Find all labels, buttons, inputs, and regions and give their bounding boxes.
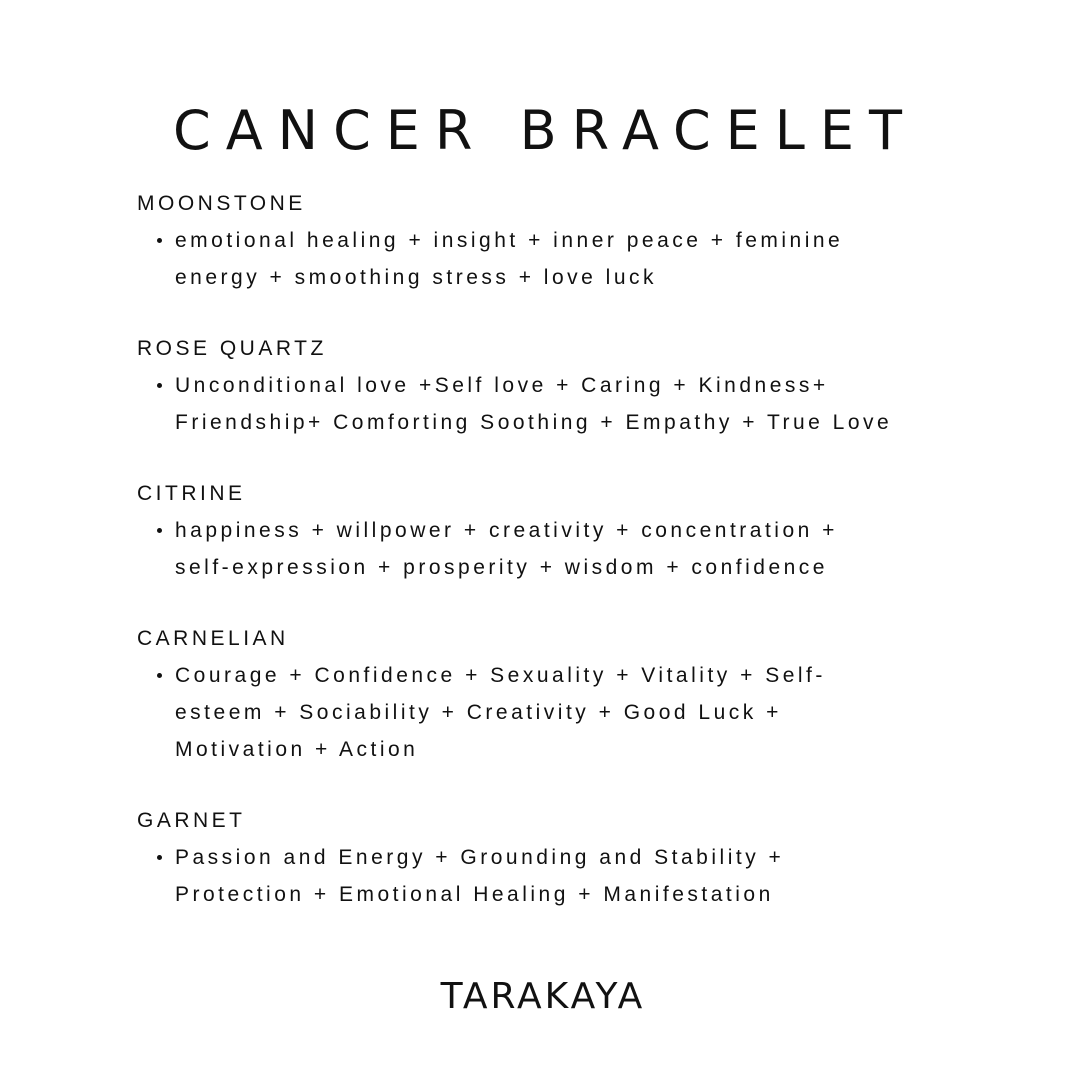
brand-logo-text: TARAKAYA: [440, 976, 646, 1017]
page-title: CANCER BRACELET: [173, 99, 917, 162]
property-text: happiness + willpower + creativity + concentration + self-expression + prosperity + wisdom + confidence: [175, 519, 838, 579]
stone-name: CARNELIAN: [137, 627, 289, 650]
stone-name: ROSE QUARTZ: [137, 337, 327, 360]
property-item: [175, 367, 895, 441]
bullet-icon: [157, 528, 162, 533]
stone-name: CITRINE: [137, 482, 246, 505]
property-text: Passion and Energy + Grounding and Stability + Protection + Emotional Healing + Manifestation: [175, 846, 785, 906]
property-list: [137, 657, 927, 768]
bullet-icon: [157, 673, 162, 678]
stone-section-citrine: [137, 475, 927, 586]
property-item: [175, 222, 895, 296]
property-text: emotional healing + insight + inner peace + feminine energy + smoothing stress + love luck: [175, 229, 844, 289]
property-item: [175, 839, 895, 913]
property-item: [175, 657, 895, 768]
property-list: [137, 222, 927, 296]
stone-section-garnet: [137, 802, 927, 913]
property-text: Unconditional love +Self love + Caring + Kindness+ Friendship+ Comforting Soothing + Empathy + True Love: [175, 374, 893, 434]
property-list: [137, 839, 927, 913]
stone-name: GARNET: [137, 809, 246, 832]
stone-section-carnelian: [137, 620, 927, 768]
bullet-icon: [157, 383, 162, 388]
property-list: [137, 512, 927, 586]
stone-section-rose-quartz: [137, 330, 927, 441]
bullet-icon: [157, 855, 162, 860]
bullet-icon: [157, 238, 162, 243]
property-item: [175, 512, 895, 586]
property-list: [137, 367, 927, 441]
stone-section-moonstone: [137, 185, 927, 296]
property-text: Courage + Confidence + Sexuality + Vitality + Self-esteem + Sociability + Creativity + Good Luck + Motivation + Action: [175, 664, 826, 761]
stone-list: [137, 185, 927, 947]
stone-name: MOONSTONE: [137, 192, 306, 215]
